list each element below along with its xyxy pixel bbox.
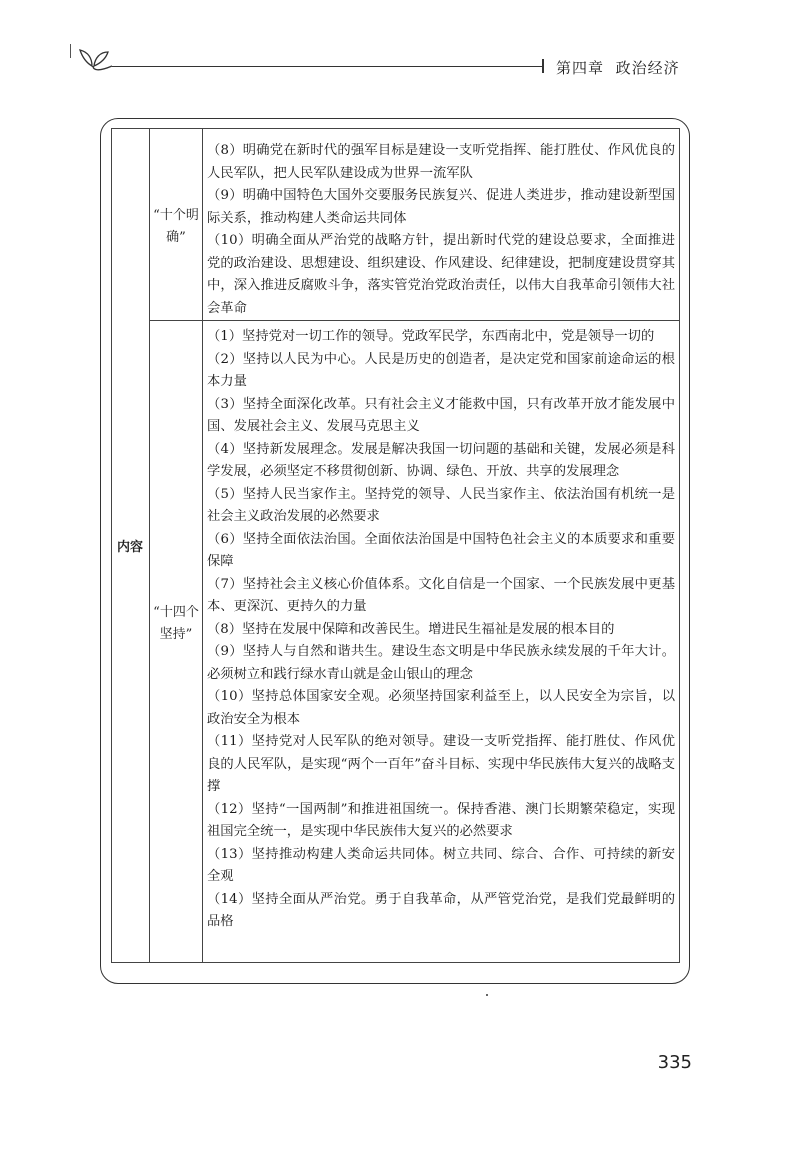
list-item: （10）坚持总体国家安全观。必须坚持国家利益至上，以人民安全为宗旨，以政治安全为根本: [207, 689, 675, 727]
leaf-sprout-icon: [70, 40, 120, 76]
group-divider: [149, 320, 680, 321]
page-number: 335: [657, 1052, 692, 1073]
header-separator: [542, 59, 544, 73]
group-label-fourteen-adherences: “十四个坚持”: [153, 605, 199, 642]
chapter-title: [556, 57, 680, 78]
list-item: （8）坚持在发展中保障和改善民生。增进民生福祉是发展的根本目的: [207, 621, 615, 637]
item-list-fourteen-adherences: [205, 326, 677, 934]
item-list-ten-clarifications: [205, 140, 677, 320]
list-item: （7）坚持社会主义核心价值体系。文化自信是一个国家、一个民族发展中更基本、更深沉、更持久的力量: [207, 576, 675, 614]
chapter-number: 第四章: [556, 59, 605, 77]
header-rule: [112, 66, 542, 67]
list-item: （9）明确中国特色大国外交要服务民族复兴、促进人类进步，推动建设新型国际关系，推动构建人类命运共同体: [207, 188, 675, 226]
list-item: （4）坚持新发展理念。发展是解决我国一切问题的基础和关键，发展必须是科学发展，必须坚定不移贯彻创新、协调、绿色、开放、共享的发展理念: [207, 441, 675, 479]
list-item: （3）坚持全面深化改革。只有社会主义才能救中国，只有改革开放才能发展中国、发展社会主义、发展马克思主义: [207, 396, 675, 434]
list-item: （14）坚持全面从严治党。勇于自我革命，从严管党治党，是我们党最鲜明的品格: [207, 891, 675, 929]
list-item: （11）坚持党对人民军队的绝对领导。建设一支听党指挥、能打胜仗、作风优良的人民军队，是实现“两个一百年”奋斗目标、实现中华民族伟大复兴的战略支撑: [207, 734, 675, 794]
list-item: （1）坚持党对一切工作的领导。党政军民学，东西南北中，党是领导一切的: [207, 329, 655, 344]
list-item: （8）明确党在新时代的强军目标是建设一支听党指挥、能打胜仗、作风优良的人民军队，把人民军队建设成为世界一流军队: [207, 143, 675, 181]
chapter-section: 政治经济: [615, 59, 680, 77]
group-label-ten-clarifications: “十个明确”: [153, 208, 199, 245]
list-item: （12）坚持“一国两制”和推进祖国统一。保持香港、澳门长期繁荣稳定，实现祖国完全统一，是实现中华民族伟大复兴的必然要求: [207, 801, 675, 839]
scan-dot: [486, 994, 488, 996]
list-item: （6）坚持全面依法治国。全面依法治国是中国特色社会主义的本质要求和重要保障: [207, 531, 675, 569]
list-item: （2）坚持以人民为中心。人民是历史的创造者，是决定党和国家前途命运的根本力量: [207, 351, 675, 389]
list-item: （13）坚持推动构建人类命运共同体。树立共同、综合、合作、可持续的新安全观: [207, 846, 675, 884]
row-header-content: 内容: [116, 540, 143, 555]
group-label-column: [149, 128, 202, 963]
list-item: （5）坚持人民当家作主。坚持党的领导、人民当家作主、依法治国有机统一是社会主义政治发展的必然要求: [207, 486, 675, 524]
list-item: （9）坚持人与自然和谐共生。建设生态文明是中华民族永续发展的千年大计。必须树立和践行绿水青山就是金山银山的理念: [207, 644, 675, 682]
list-item: （10）明确全面从严治党的战略方针，提出新时代党的建设总要求，全面推进党的政治建设、思想建设、组织建设、作风建设、纪律建设，把制度建设贯穿其中，深入推进反腐败斗争，落实管党治党政治责任，以伟大自我革命引领伟大社会革命: [207, 233, 675, 316]
